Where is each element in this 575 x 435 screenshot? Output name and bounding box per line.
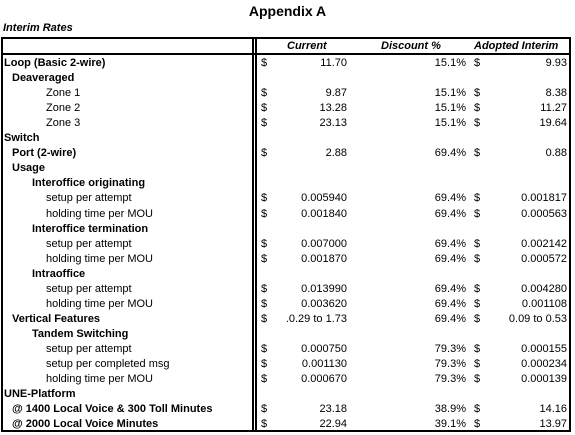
discount-percent: 69.4%	[434, 282, 466, 295]
row-label: Port (2-wire)	[12, 147, 77, 160]
currency-symbol: $	[474, 147, 481, 160]
adopted-rate: 0.004280	[521, 282, 567, 295]
table-row	[0, 342, 575, 357]
currency-symbol: $	[261, 117, 268, 130]
current-rate: 22.94	[319, 418, 347, 431]
table-row	[0, 161, 575, 176]
currency-symbol: $	[261, 87, 268, 100]
table-row	[0, 56, 575, 71]
table-row	[0, 237, 575, 252]
currency-symbol: $	[474, 102, 481, 115]
adopted-rate: 0.001108	[521, 297, 567, 310]
current-rate: .0.29 to 1.73	[285, 312, 347, 325]
currency-symbol: $	[474, 342, 481, 355]
currency-symbol: $	[474, 373, 481, 386]
table-row	[0, 176, 575, 191]
currency-symbol: $	[261, 418, 268, 431]
adopted-rate: 11.27	[540, 102, 567, 115]
table-row	[0, 357, 575, 372]
current-rate: 0.001130	[301, 358, 347, 370]
adopted-rate: 0.002142	[521, 237, 567, 250]
current-rate: 0.000670	[301, 373, 347, 386]
row-label: holding time per MOU	[46, 297, 153, 310]
table-row	[0, 417, 575, 432]
discount-percent: 69.4%	[434, 312, 466, 325]
adopted-rate: 14.16	[539, 403, 567, 416]
adopted-rate: 0.001817	[521, 192, 567, 205]
currency-symbol: $	[474, 282, 481, 295]
adopted-rate: 0.88	[545, 147, 567, 160]
row-label: setup per attempt	[46, 192, 132, 205]
current-rate: 13.28	[319, 102, 347, 115]
table-row	[0, 86, 575, 101]
row-label: Interoffice termination	[32, 222, 149, 235]
page-title: Appendix A	[248, 3, 327, 19]
currency-symbol: $	[474, 252, 481, 265]
discount-percent: 69.4%	[434, 192, 466, 205]
table-row	[0, 402, 575, 417]
adopted-rate: 8.38	[545, 87, 567, 100]
table-row	[0, 327, 575, 342]
discount-percent: 69.4%	[434, 237, 466, 250]
row-label: Intraoffice	[32, 267, 86, 280]
adopted-rate: 0.000139	[521, 373, 567, 386]
current-rate: 0.007000	[301, 237, 347, 250]
current-rate: 0.001870	[301, 252, 347, 265]
discount-percent: 69.4%	[434, 147, 466, 160]
row-label: holding time per MOU	[46, 252, 153, 265]
adopted-rate: 0.000234	[521, 358, 567, 370]
row-label: setup per attempt	[46, 237, 132, 250]
discount-percent: 69.4%	[434, 252, 466, 265]
table-subtitle: Interim Rates	[3, 22, 73, 34]
column-header-current: Current	[287, 40, 327, 52]
adopted-rate: 19.64	[539, 117, 567, 130]
current-rate: 23.13	[319, 117, 347, 130]
currency-symbol: $	[261, 297, 268, 310]
adopted-rate: 0.000563	[521, 207, 567, 220]
currency-symbol: $	[474, 312, 481, 325]
header-divider	[1, 53, 571, 55]
currency-symbol: $	[261, 252, 268, 265]
row-label: @ 2000 Local Voice Minutes	[12, 418, 159, 431]
adopted-rate: 0.000155	[521, 342, 567, 355]
discount-percent: 15.1%	[434, 57, 466, 69]
row-label: Usage	[12, 162, 46, 175]
row-label: @ 1400 Local Voice & 300 Toll Minutes	[12, 403, 213, 416]
table-row	[0, 207, 575, 222]
adopted-rate: 9.93	[545, 57, 567, 69]
row-label: Tandem Switching	[32, 327, 129, 340]
row-label: Vertical Features	[12, 312, 101, 325]
currency-symbol: $	[474, 207, 481, 220]
row-label: Interoffice originating	[32, 177, 146, 190]
table-row	[0, 71, 575, 86]
currency-symbol: $	[261, 282, 268, 295]
discount-percent: 15.1%	[434, 87, 466, 100]
current-rate: 11.70	[320, 57, 347, 69]
table-row	[0, 282, 575, 297]
discount-percent: 69.4%	[434, 207, 466, 220]
current-rate: 9.87	[325, 87, 347, 100]
current-rate: 0.000750	[301, 342, 347, 355]
table-row	[0, 267, 575, 282]
row-label: setup per attempt	[46, 342, 132, 355]
adopted-rate: 0.09 to 0.53	[508, 312, 567, 325]
currency-symbol: $	[474, 117, 481, 130]
row-label: Switch	[4, 132, 40, 145]
currency-symbol: $	[261, 373, 268, 386]
table-row	[0, 297, 575, 312]
row-label: setup per attempt	[46, 282, 132, 295]
table-row	[0, 387, 575, 402]
current-rate: 0.005940	[301, 192, 347, 205]
adopted-rate: 13.97	[539, 418, 567, 431]
row-label: Loop (Basic 2-wire)	[4, 57, 106, 69]
currency-symbol: $	[261, 312, 268, 325]
row-label: Zone 3	[46, 117, 81, 130]
currency-symbol: $	[261, 358, 268, 370]
table-row	[0, 131, 575, 146]
discount-percent: 15.1%	[434, 102, 466, 115]
currency-symbol: $	[474, 237, 481, 250]
currency-symbol: $	[261, 207, 268, 220]
row-label: setup per completed msg	[46, 358, 170, 370]
table-row	[0, 312, 575, 327]
currency-symbol: $	[261, 237, 268, 250]
table-row	[0, 191, 575, 206]
row-label: Deaveraged	[12, 72, 75, 85]
adopted-rate: 0.000572	[521, 252, 567, 265]
discount-percent: 15.1%	[434, 117, 466, 130]
currency-symbol: $	[474, 87, 481, 100]
discount-percent: 39.1%	[434, 418, 466, 431]
discount-percent: 79.3%	[434, 342, 466, 355]
currency-symbol: $	[474, 418, 481, 431]
currency-symbol: $	[261, 192, 268, 205]
current-rate: 2.88	[325, 147, 347, 160]
currency-symbol: $	[474, 358, 481, 370]
table-row	[0, 252, 575, 267]
table-row	[0, 372, 575, 387]
currency-symbol: $	[261, 342, 268, 355]
table-row	[0, 101, 575, 116]
currency-symbol: $	[474, 403, 481, 416]
row-label: UNE-Platform	[4, 388, 76, 401]
currency-symbol: $	[261, 403, 268, 416]
table-row	[0, 116, 575, 131]
row-label: holding time per MOU	[46, 373, 153, 386]
column-header-discount: Discount %	[381, 40, 441, 52]
current-rate: 0.001840	[301, 207, 347, 220]
current-rate: 0.013990	[301, 282, 347, 295]
table-row	[0, 146, 575, 161]
currency-symbol: $	[261, 57, 268, 69]
row-label: Zone 2	[46, 102, 81, 115]
current-rate: 0.003620	[301, 297, 347, 310]
currency-symbol: $	[474, 192, 481, 205]
table-row	[0, 222, 575, 237]
row-label: Zone 1	[46, 87, 81, 100]
currency-symbol: $	[474, 57, 481, 69]
row-label: holding time per MOU	[46, 207, 153, 220]
discount-percent: 79.3%	[434, 358, 466, 370]
current-rate: 23.18	[319, 403, 347, 416]
currency-symbol: $	[261, 102, 268, 115]
discount-percent: 79.3%	[434, 373, 466, 386]
column-header-adopted: Adopted Interim	[474, 40, 559, 52]
currency-symbol: $	[261, 147, 268, 160]
discount-percent: 38.9%	[434, 403, 466, 416]
currency-symbol: $	[474, 297, 481, 310]
discount-percent: 69.4%	[434, 297, 466, 310]
